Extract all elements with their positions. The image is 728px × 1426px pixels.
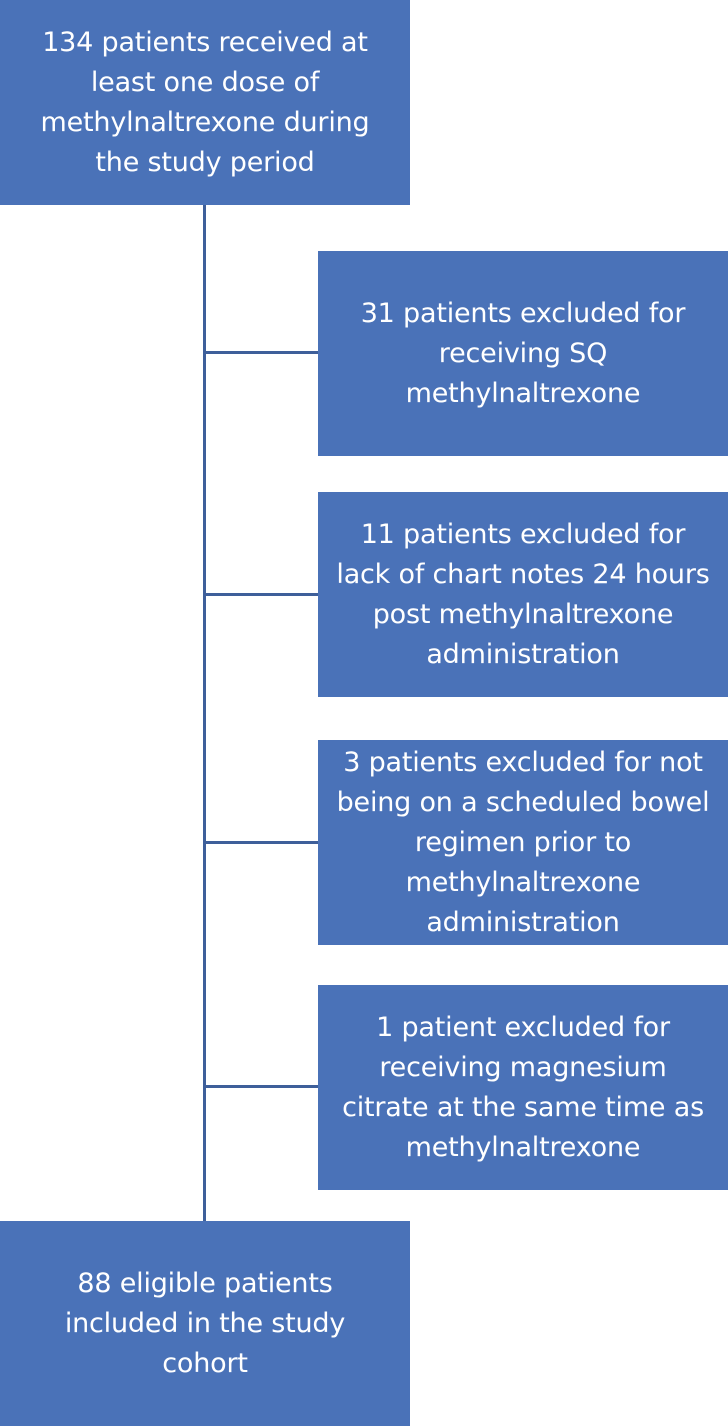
exclusion-box-4 xyxy=(318,985,728,1190)
exclusion-box-2-text xyxy=(336,515,709,675)
exclusion-2-line-4: administration xyxy=(426,638,620,670)
exclusion-4-line-4: methylnaltrexone xyxy=(405,1131,641,1163)
main-connector-line xyxy=(203,205,206,1221)
end-line-3: cohort xyxy=(162,1347,248,1379)
exclusion-2-line-1: 11 patients excluded for xyxy=(360,518,686,550)
branch-connector-3 xyxy=(205,841,318,844)
exclusion-3-line-1: 3 patients excluded for not xyxy=(343,746,703,778)
exclusion-4-line-2: receiving magnesium xyxy=(379,1051,667,1083)
exclusion-1-line-1: 31 patients excluded for xyxy=(360,297,686,329)
exclusion-3-line-5: administration xyxy=(426,906,620,938)
end-line-2: included in the study xyxy=(64,1307,346,1339)
exclusion-3-line-3: regimen prior to xyxy=(414,826,632,858)
exclusion-2-line-2: lack of chart notes 24 hours xyxy=(336,558,710,590)
exclusion-box-1-text xyxy=(361,294,686,414)
exclusion-box-1 xyxy=(318,251,728,456)
exclusion-box-3 xyxy=(318,740,728,945)
exclusion-1-line-3: methylnaltrexone xyxy=(405,377,641,409)
start-line-4: the study period xyxy=(95,146,315,178)
exclusion-box-4-text xyxy=(342,1008,704,1168)
exclusion-box-3-text xyxy=(337,743,710,943)
exclusion-2-line-3: post methylnaltrexone xyxy=(372,598,674,630)
end-line-1: 88 eligible patients xyxy=(77,1267,333,1299)
start-line-1: 134 patients received at xyxy=(42,26,368,58)
end-box xyxy=(0,1221,410,1426)
start-box xyxy=(0,0,410,205)
exclusion-box-2 xyxy=(318,492,728,697)
exclusion-1-line-2: receiving SQ xyxy=(438,337,608,369)
exclusion-3-line-4: methylnaltrexone xyxy=(405,866,641,898)
branch-connector-2 xyxy=(205,593,318,596)
start-line-2: least one dose of xyxy=(90,66,320,98)
exclusion-3-line-2: being on a scheduled bowel xyxy=(336,786,710,818)
branch-connector-1 xyxy=(205,351,318,354)
end-box-text xyxy=(65,1264,345,1384)
start-line-3: methylnaltrexone during xyxy=(40,106,370,138)
start-box-text xyxy=(41,23,370,183)
branch-connector-4 xyxy=(205,1085,318,1088)
exclusion-4-line-1: 1 patient excluded for xyxy=(376,1011,670,1043)
exclusion-4-line-3: citrate at the same time as xyxy=(342,1091,704,1123)
